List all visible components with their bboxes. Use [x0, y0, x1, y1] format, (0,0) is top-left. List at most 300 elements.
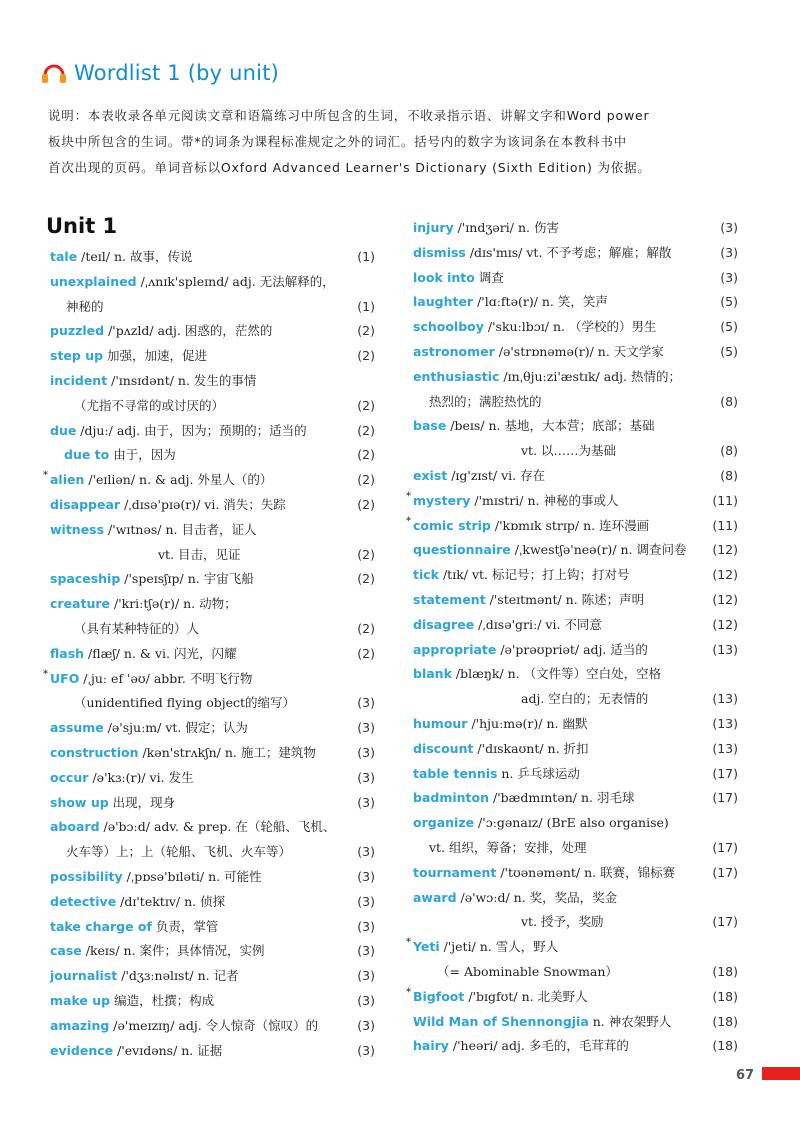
entry-line	[413, 414, 738, 439]
entry-continuation	[413, 390, 738, 415]
definition: /ə'sjuːm/ vt. 假定；认为	[103, 720, 248, 736]
word-entry	[50, 493, 375, 518]
word-entry	[413, 786, 738, 811]
headword: Wild Man of Shennongjia	[413, 1013, 589, 1029]
headword: award	[413, 889, 457, 905]
intro-note	[48, 103, 748, 181]
headword: due to	[64, 447, 110, 463]
page-reference: (3)	[357, 794, 375, 810]
headword: questionnaire	[413, 542, 511, 558]
entry-line	[50, 443, 375, 468]
definition: /ə'kɜː(r)/ vi. 发生	[88, 769, 194, 785]
page-reference: (11)	[712, 517, 738, 533]
headword: base	[413, 418, 447, 434]
definition: /'dʒɜːnəlɪst/ n. 记者	[117, 968, 239, 984]
word-entry	[413, 712, 738, 737]
entry-line	[413, 613, 738, 638]
page-reference: (18)	[712, 1038, 738, 1054]
entry-line	[406, 935, 738, 960]
word-entry	[413, 811, 738, 861]
page-reference: (3)	[357, 868, 375, 884]
headword: amazing	[50, 1017, 110, 1033]
headword: laughter	[413, 294, 474, 310]
headword: step up	[50, 348, 104, 364]
word-entry	[50, 419, 375, 444]
definition: /'pʌzld/ adj. 困惑的，茫然的	[104, 323, 273, 339]
definition: /'eɪliən/ n. & adj. 外星人（的）	[84, 472, 273, 488]
page-reference: (2)	[357, 397, 375, 413]
definition: /ˌdɪsə'pɪə(r)/ vi. 消失；失踪	[120, 496, 286, 512]
definition: n. 神农架野人	[588, 1013, 672, 1029]
headword: look into	[413, 269, 475, 285]
entry-continuation	[413, 960, 738, 985]
continuation-text: vt. 授予，奖励	[521, 914, 604, 930]
headword: table tennis	[413, 765, 498, 781]
word-entry	[413, 464, 738, 489]
definition: /ə'meɪzɪŋ/ adj. 令人惊奇（惊叹）的	[109, 1017, 319, 1033]
page-reference: (13)	[712, 691, 738, 707]
entry-line	[43, 667, 375, 692]
page-reference: (8)	[720, 393, 738, 409]
page-reference: (17)	[712, 790, 738, 806]
definition: 出现，现身	[108, 794, 176, 810]
definition: /ə'strɒnəmə(r)/ n. 天文学家	[494, 343, 664, 359]
headword: due	[50, 422, 77, 438]
entry-line	[406, 489, 738, 514]
definition: 调查	[474, 269, 504, 285]
entry-line	[50, 567, 375, 592]
headword: Yeti	[413, 939, 440, 955]
entry-line	[50, 518, 375, 543]
page-reference: (5)	[720, 343, 738, 359]
word-entry	[50, 1039, 375, 1064]
entry-line	[413, 861, 738, 886]
word-entry	[50, 939, 375, 964]
definition: /ˌʌnɪk'spleɪnd/ adj. 无法解释的，	[136, 273, 335, 289]
page-reference: (2)	[357, 546, 375, 562]
definition: /dɪ'tektɪv/ n. 侦探	[116, 893, 226, 909]
word-entry	[413, 613, 738, 638]
page-reference: (5)	[720, 319, 738, 335]
word-entry	[50, 369, 375, 419]
word-entry	[413, 538, 738, 563]
page-reference: (5)	[720, 294, 738, 310]
page-reference: (2)	[357, 645, 375, 661]
definition: /flæʃ/ n. & vi. 闪光，闪耀	[84, 645, 237, 661]
entry-continuation	[50, 691, 375, 716]
entry-line	[50, 989, 375, 1014]
word-entry	[413, 762, 738, 787]
entry-line	[50, 245, 375, 270]
entry-line	[50, 493, 375, 518]
entry-line	[50, 1039, 375, 1064]
definition: /'skuːlbɔɪ/ n. （学校的）男生	[483, 319, 657, 335]
entry-line	[413, 563, 738, 588]
word-entry	[413, 290, 738, 315]
word-entry	[413, 588, 738, 613]
entry-line	[50, 791, 375, 816]
definition: /'ɪndʒəri/ n. 伤害	[453, 220, 559, 235]
title-row	[40, 60, 279, 86]
headword: disappear	[50, 496, 121, 512]
page-reference: (8)	[720, 467, 738, 483]
word-entry	[50, 567, 375, 592]
entry-line	[50, 319, 375, 344]
definition: /ə'prəʊpriət/ adj. 适当的	[496, 641, 648, 657]
continuation-text: （= Abominable Snowman）	[437, 963, 618, 979]
word-entry	[413, 1034, 738, 1059]
page-reference: (1)	[357, 298, 375, 314]
headword: dismiss	[413, 244, 466, 260]
headword: mystery	[413, 492, 471, 508]
word-entry	[50, 245, 375, 270]
entry-line	[413, 266, 738, 291]
definition: /ˌpɒsə'bɪləti/ n. 可能性	[122, 868, 262, 884]
entry-continuation	[50, 543, 375, 568]
entry-line	[413, 662, 738, 687]
page-reference: (2)	[357, 422, 375, 438]
definition: /'kriːtʃə(r)/ n. 动物；	[110, 596, 237, 612]
entry-line	[50, 1014, 375, 1039]
word-entry	[50, 270, 375, 320]
entry-line	[413, 811, 738, 836]
page-reference: (2)	[357, 620, 375, 636]
word-entry	[50, 989, 375, 1014]
word-entry	[43, 667, 375, 717]
word-entry	[50, 815, 375, 865]
continuation-text: vt. 以……为基础	[521, 443, 617, 459]
headword: astronomer	[413, 343, 495, 359]
definition: /ˌkwestʃə'neə(r)/ n. 调查问卷	[510, 542, 687, 558]
page-reference: (12)	[712, 616, 738, 632]
entry-continuation	[50, 394, 375, 419]
page-reference: (17)	[712, 914, 738, 930]
word-entry	[50, 319, 375, 344]
definition: 编造，杜撰；构成	[110, 992, 215, 1008]
entry-line	[413, 538, 738, 563]
page-reference: (12)	[712, 542, 738, 558]
word-entry	[50, 443, 375, 468]
headword: comic strip	[413, 517, 491, 533]
headword: Bigfoot	[413, 988, 465, 1004]
page-reference: (2)	[357, 571, 375, 587]
page-reference: (3)	[357, 968, 375, 984]
definition: /ɪg'zɪst/ vi. 存在	[447, 467, 546, 483]
page-reference: (3)	[357, 744, 375, 760]
page-reference: (3)	[720, 244, 738, 260]
word-entry	[413, 241, 738, 266]
entry-line	[413, 786, 738, 811]
headword: journalist	[50, 968, 118, 984]
page-reference: (12)	[712, 591, 738, 607]
headphone-icon	[40, 60, 68, 86]
entry-line	[50, 369, 375, 394]
page-reference: (3)	[357, 943, 375, 959]
definition: /ə'bɔːd/ adv. & prep. 在（轮船、飞机、	[99, 819, 336, 835]
word-entry	[413, 861, 738, 886]
page-reference: (11)	[712, 492, 738, 508]
word-entry	[413, 216, 738, 241]
word-entry	[50, 915, 375, 940]
page-reference: (2)	[357, 472, 375, 488]
page-reference: (18)	[712, 988, 738, 1004]
definition: /'tʊənəmənt/ n. 联赛，锦标赛	[496, 864, 676, 880]
word-entry	[50, 518, 375, 568]
page-reference: (13)	[712, 641, 738, 657]
word-entry	[50, 1014, 375, 1039]
definition: /'steɪtmənt/ n. 陈述；声明	[485, 591, 645, 607]
continuation-text: （尤指不寻常的或讨厌的）	[74, 397, 225, 413]
entry-line	[50, 915, 375, 940]
entry-line	[50, 865, 375, 890]
page-number: 67	[736, 1068, 755, 1083]
headword: aboard	[50, 819, 100, 835]
headword: make up	[50, 992, 111, 1008]
continuation-text: 神秘的	[66, 298, 104, 314]
definition: /teɪl/ n. 故事，传说	[77, 249, 193, 264]
extra-word-star: *	[43, 668, 48, 680]
definition: /'ɔːgənaɪz/ (BrE also organise)	[474, 815, 669, 831]
entry-line	[50, 592, 375, 617]
definition: /ˌjuː ef 'əʊ/ abbr. 不明飞行物	[79, 670, 253, 686]
right-column	[406, 216, 738, 1059]
entry-continuation	[50, 295, 375, 320]
definition: /ɪnˌθjuːzi'æstɪk/ adj. 热情的；	[499, 368, 681, 384]
definition: 由于，因为	[109, 447, 176, 463]
entry-line	[413, 365, 738, 390]
entry-line	[50, 964, 375, 989]
page-reference: (2)	[357, 348, 375, 364]
word-entry	[50, 642, 375, 667]
entry-line	[50, 344, 375, 369]
word-entry	[413, 1010, 738, 1035]
page-reference: (1)	[357, 249, 375, 264]
unit-heading: Unit 1	[46, 214, 118, 238]
word-entry	[50, 592, 375, 642]
headword: schoolboy	[413, 319, 484, 335]
headword: incident	[50, 372, 108, 388]
left-column	[43, 245, 375, 1063]
word-entry	[50, 964, 375, 989]
page-reference: (18)	[712, 963, 738, 979]
definition: /beɪs/ n. 基地，大本营；底部；基础	[446, 418, 655, 434]
page-reference: (17)	[712, 839, 738, 855]
page-reference: (3)	[357, 1042, 375, 1058]
entry-line	[50, 939, 375, 964]
page-reference: (17)	[712, 765, 738, 781]
page-reference: (2)	[357, 447, 375, 463]
entry-continuation	[413, 910, 738, 935]
definition: /ə'wɔːd/ n. 奖，奖品，奖金	[456, 889, 618, 905]
entry-line	[50, 716, 375, 741]
extra-word-star: *	[406, 937, 411, 949]
definition: /'hjuːmə(r)/ n. 幽默	[467, 715, 588, 731]
word-entry	[413, 315, 738, 340]
word-entry	[413, 563, 738, 588]
entry-line	[413, 588, 738, 613]
word-entry	[43, 468, 375, 493]
entry-line	[413, 340, 738, 365]
entry-line	[50, 766, 375, 791]
entry-line	[406, 985, 738, 1010]
entry-continuation	[413, 439, 738, 464]
definition: /'bɪgfʊt/ n. 北美野人	[464, 988, 588, 1004]
word-entry	[406, 985, 738, 1010]
headword: possibility	[50, 868, 123, 884]
page-reference: (8)	[720, 443, 738, 459]
continuation-text: （unidentified flying object的缩写）	[74, 695, 296, 711]
word-entry	[413, 340, 738, 365]
headword: disagree	[413, 616, 475, 632]
headword: badminton	[413, 790, 490, 806]
headword: puzzled	[50, 323, 105, 339]
page-reference: (3)	[357, 893, 375, 909]
continuation-text: （具有某种特征的）人	[74, 620, 200, 636]
entry-line	[50, 815, 375, 840]
headword: statement	[413, 591, 486, 607]
entry-line	[413, 464, 738, 489]
definition: /'dɪskaʊnt/ n. 折扣	[473, 740, 589, 756]
page-reference: (13)	[712, 740, 738, 756]
page-accent-bar	[762, 1067, 800, 1080]
headword: discount	[413, 740, 474, 756]
entry-line	[413, 216, 738, 241]
definition: /kən'strʌkʃn/ n. 施工；建筑物	[138, 744, 316, 760]
entry-line	[413, 241, 738, 266]
word-entry	[50, 890, 375, 915]
page-reference: (3)	[720, 220, 738, 235]
definition: /'heəri/ adj. 多毛的，毛茸茸的	[448, 1038, 629, 1054]
word-entry	[413, 414, 738, 464]
definition: /djuː/ adj. 由于，因为；预期的；适当的	[76, 422, 307, 438]
extra-word-star: *	[43, 470, 48, 482]
page-reference: (12)	[712, 567, 738, 583]
definition: n. 乒乓球运动	[497, 765, 580, 781]
entry-line	[413, 712, 738, 737]
headword: tournament	[413, 864, 497, 880]
headword: occur	[50, 769, 89, 785]
definition: /'bædmɪntən/ n. 羽毛球	[489, 790, 635, 806]
definition: /'jeti/ n. 雪人，野人	[439, 939, 559, 955]
headword: enthusiastic	[413, 368, 500, 384]
headword: assume	[50, 720, 104, 736]
definition: /'kɒmɪk strɪp/ n. 连环漫画	[490, 517, 650, 533]
headword: exist	[413, 467, 448, 483]
word-entry	[413, 365, 738, 415]
entry-line	[50, 642, 375, 667]
word-entry	[413, 638, 738, 663]
continuation-text: adj. 空白的；无表情的	[521, 691, 649, 707]
word-entry	[50, 741, 375, 766]
definition: /'lɑːftə(r)/ n. 笑，笑声	[473, 294, 608, 310]
headword: detective	[50, 893, 117, 909]
definition: /'wɪtnəs/ n. 目击者，证人	[104, 521, 257, 537]
page-reference: (2)	[357, 496, 375, 512]
headword: spaceship	[50, 571, 121, 587]
definition: /'mɪstri/ n. 神秘的事或人	[470, 492, 619, 508]
word-entry	[413, 662, 738, 712]
entry-continuation	[413, 687, 738, 712]
page-reference: (3)	[357, 720, 375, 736]
definition: /dɪs'mɪs/ vt. 不予考虑；解雇；解散	[465, 244, 672, 260]
entry-line	[43, 468, 375, 493]
entry-line	[413, 886, 738, 911]
definition: /blæŋk/ n. （文件等）空白处，空格	[451, 666, 662, 682]
headword: creature	[50, 596, 111, 612]
page-reference: (3)	[357, 695, 375, 711]
continuation-text: vt. 目击，见证	[158, 546, 241, 562]
entry-continuation	[413, 836, 738, 861]
definition: 负责，掌管	[151, 918, 219, 934]
definition: /'speɪsʃɪp/ n. 宇宙飞船	[120, 571, 254, 587]
intro-line: 首次出现的页码。单词音标以Oxford Advanced Learner's Dictionary (Sixth Edition) 为依据。	[48, 160, 651, 175]
word-entry	[413, 886, 738, 936]
headword: blank	[413, 666, 452, 682]
entry-line	[413, 1010, 738, 1035]
word-entry	[50, 791, 375, 816]
page-title: Wordlist 1 (by unit)	[74, 61, 280, 85]
definition: /'evɪdəns/ n. 证据	[113, 1042, 223, 1058]
entry-line	[50, 419, 375, 444]
word-entry	[50, 344, 375, 369]
continuation-text: 热烈的；满腔热忱的	[429, 393, 542, 409]
headword: humour	[413, 715, 468, 731]
page-reference: (3)	[357, 918, 375, 934]
word-entry	[50, 766, 375, 791]
headword: tick	[413, 567, 439, 583]
page-reference: (3)	[357, 769, 375, 785]
headword: case	[50, 943, 82, 959]
intro-line: 说明：本表收录各单元阅读文章和语篇练习中所包含的生词，不收录指示语、讲解文字和Word power	[48, 108, 650, 123]
continuation-text: 火车等）上；上（轮船、飞机、火车等）	[66, 844, 292, 860]
headword: injury	[413, 220, 454, 235]
entry-line	[413, 737, 738, 762]
extra-word-star: *	[406, 986, 411, 998]
definition: /keɪs/ n. 案件；具体情况，实例	[81, 943, 265, 959]
entry-continuation	[50, 840, 375, 865]
intro-line: 板块中所包含的生词。带*的词条为课程标准规定之外的词汇。括号内的数字为该词条在本教科书中	[48, 134, 627, 149]
word-entry	[413, 266, 738, 291]
definition: /'ɪnsɪdənt/ n. 发生的事情	[107, 372, 257, 388]
page-reference: (3)	[720, 269, 738, 285]
page-reference: (17)	[712, 864, 738, 880]
headword: organize	[413, 815, 475, 831]
headword: alien	[50, 472, 85, 488]
word-entry	[406, 489, 738, 514]
page-reference: (3)	[357, 1017, 375, 1033]
page-reference: (18)	[712, 1013, 738, 1029]
headword: evidence	[50, 1042, 114, 1058]
page-reference: (2)	[357, 323, 375, 339]
entry-line	[413, 762, 738, 787]
page-reference: (3)	[357, 844, 375, 860]
headword: tale	[50, 249, 78, 264]
entry-line	[413, 1034, 738, 1059]
headword: unexplained	[50, 273, 137, 289]
headword: hairy	[413, 1038, 449, 1054]
headword: UFO	[50, 670, 80, 686]
continuation-text: vt. 组织，筹备；安排，处理	[429, 839, 587, 855]
entry-line	[50, 270, 375, 295]
page-reference: (3)	[357, 992, 375, 1008]
word-entry	[406, 514, 738, 539]
entry-line	[50, 890, 375, 915]
word-entry	[406, 935, 738, 985]
headword: flash	[50, 645, 85, 661]
headword: construction	[50, 744, 139, 760]
definition: /tɪk/ vt. 标记号；打上钩；打对号	[438, 567, 630, 583]
extra-word-star: *	[406, 515, 411, 527]
